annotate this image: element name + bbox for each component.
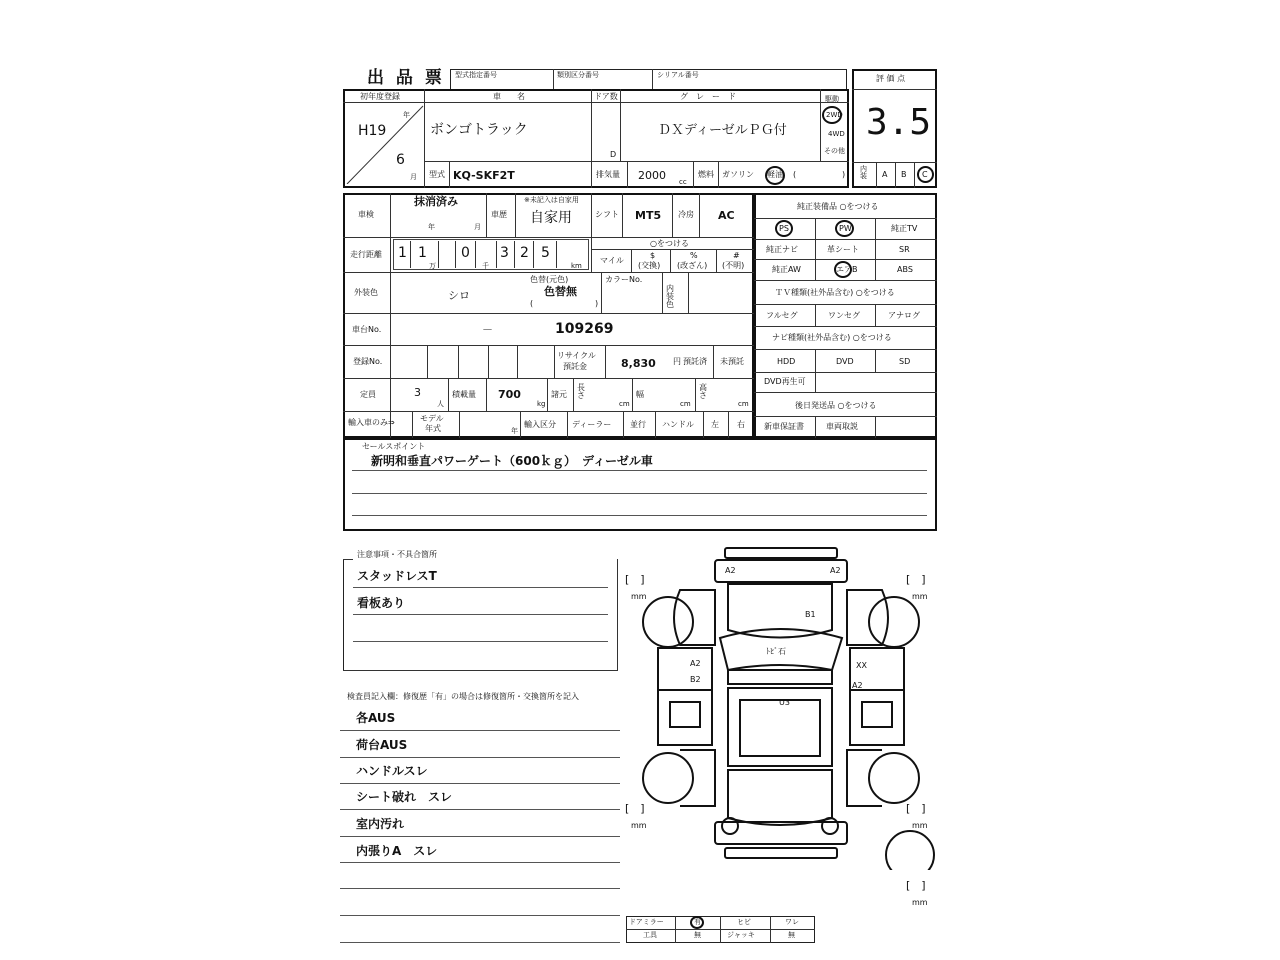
mark-right-xx: XX — [856, 661, 867, 670]
model-label: 型式 — [429, 170, 445, 179]
jack-label: ジャッキ — [727, 931, 755, 939]
score-label: 評 価 点 — [876, 74, 906, 83]
tire-front-left-mm: mm — [631, 592, 647, 601]
ac-value: AC — [718, 209, 735, 222]
later-manual: 車両取説 — [826, 422, 858, 431]
mirror-value: 有 — [694, 918, 701, 926]
mark-left-a2: A2 — [690, 659, 701, 668]
equip-ps-circle — [775, 220, 793, 237]
mirror-circle — [690, 916, 704, 929]
interior-color-label: 内装色 — [666, 284, 674, 309]
equip-pw-circle — [835, 220, 854, 237]
navi-dvd: DVD — [836, 357, 854, 366]
inspector-line-5: 室内汚れ — [356, 817, 405, 831]
exterior-color-label: 外装色 — [354, 288, 378, 297]
mileage-exchange-sym: $ — [650, 251, 656, 260]
height-label: 高さ — [699, 383, 707, 400]
navi-hdd: HDD — [777, 357, 796, 366]
tv-oneseg: ワンセグ — [828, 311, 860, 320]
jack-value: 無 — [788, 931, 795, 939]
tire-front-right-bracket: [ ] — [906, 573, 926, 586]
inspector-line-1: 各AUS — [356, 711, 396, 725]
fuel-diesel-circle — [765, 166, 785, 185]
class-label: 類別区分番号 — [557, 71, 599, 79]
handle-right: 右 — [737, 420, 745, 429]
first-reg-label: 初年度登録 — [360, 92, 400, 101]
mileage-digit-1: 1 — [398, 245, 407, 261]
mark-front-a2-right: A2 — [830, 566, 841, 575]
load-value: 700 — [498, 388, 521, 401]
hibi-label: ヒビ — [737, 918, 751, 926]
interior-a: A — [882, 170, 888, 179]
equip-pw: PW — [839, 224, 852, 233]
interior-label: 内装 — [860, 165, 867, 180]
ware-label: ワレ — [785, 918, 799, 926]
tire-rear-left-mm: mm — [631, 821, 647, 830]
tv-title: ＴＶ種類(社外品含む) ○をつける — [775, 288, 895, 297]
interior-b: B — [901, 170, 907, 179]
note-line-1: スタッドレスT — [357, 569, 437, 583]
sales-point-label: セールスポイント — [362, 442, 426, 451]
repaint-value: 色替無 — [544, 285, 577, 298]
later-warranty: 新車保証書 — [764, 422, 804, 431]
mileage-digit-4: 3 — [500, 245, 509, 261]
mileage-km: km — [571, 262, 582, 270]
chassis-dash: － — [482, 323, 493, 336]
tire-rear-left-bracket: [ ] — [625, 802, 645, 815]
equip-leather: 革シート — [827, 245, 859, 254]
grade-label: グ レ ー ド — [680, 92, 736, 101]
tire-rear-right-bracket: [ ] — [906, 802, 926, 815]
history-note: ※未記入は自家用 — [524, 196, 579, 204]
door-label: ドア数 — [594, 92, 618, 101]
serial-label: シリアル番号 — [657, 71, 699, 79]
equip-ps: PS — [779, 224, 789, 233]
tv-fullseg: フルセグ — [766, 311, 798, 320]
notes-label: 注意事項・不具合箇所 — [357, 550, 437, 559]
dims-label: 諸元 — [551, 390, 567, 399]
interior-c: C — [922, 170, 928, 179]
tire-front-right-mm: mm — [912, 592, 928, 601]
inspection-label: 車検 — [358, 210, 374, 219]
vehicle-name: ボンゴトラック — [430, 122, 528, 138]
interior-c-circle — [917, 166, 934, 183]
recycle-value: 8,830 — [621, 357, 656, 370]
mileage-sen: 千 — [482, 262, 489, 270]
sales-point-text: 新明和垂直パワーゲート（600ｋｇ） ディーゼル車 — [371, 454, 653, 468]
first-reg-diagonal — [345, 104, 425, 184]
shift-label: シフト — [595, 210, 619, 219]
details-block — [343, 193, 754, 438]
mark-front-a2-left: A2 — [725, 566, 736, 575]
mark-hood-b1: B1 — [805, 610, 816, 619]
inspector-line-3: ハンドルスレ — [356, 764, 428, 778]
mileage-exchange: (交換) — [638, 261, 661, 270]
capacity-label: 定員 — [360, 390, 376, 399]
mark-bed-u3: U3 — [779, 698, 790, 707]
sheet-title: 出 品 票 — [367, 68, 445, 88]
handle-left: 左 — [711, 420, 719, 429]
inspector-line-2: 荷台AUS — [356, 738, 408, 752]
mileage-label: 走行距離 — [350, 250, 382, 259]
height-cm: cm — [738, 400, 749, 408]
repaint-paren-open: ( — [530, 299, 534, 308]
mirror-label: ドアミラー — [629, 918, 664, 926]
shift-value: MT5 — [635, 209, 662, 222]
equip-airbag-circle — [834, 261, 852, 278]
load-label: 積載量 — [452, 390, 476, 399]
recycle-label-2: 預託金 — [563, 362, 587, 371]
chassis-label: 車台No. — [352, 325, 382, 334]
recycle-unit: 円 — [673, 357, 681, 366]
displacement-unit: cc — [679, 178, 687, 186]
fuel-paren-open: ( — [793, 170, 797, 179]
model-code-label: 型式指定番号 — [455, 71, 497, 79]
mileage-digit-2: 1 — [418, 245, 427, 261]
history-label: 車歴 — [491, 210, 507, 219]
model-year-label-1: モデル — [420, 414, 444, 423]
navi-sd: SD — [899, 357, 911, 366]
inspector-label: 検査員記入欄：修復歴「有」の場合は修復箇所・交換箇所を記入 — [347, 692, 579, 701]
import-parallel: 並行 — [630, 420, 646, 429]
length-cm: cm — [619, 400, 630, 408]
mark-right-a2: A2 — [852, 681, 863, 690]
chassis-number: 109269 — [555, 321, 614, 337]
equip-tv: 純正TV — [891, 224, 918, 233]
mileage-circle-note: ○をつける — [650, 239, 689, 248]
tools-label: 工具 — [643, 931, 657, 939]
recycle-not-deposited: 未預託 — [720, 357, 744, 366]
model-year-unit: 年 — [511, 427, 518, 435]
import-class-label: 輸入区分 — [524, 420, 556, 429]
mileage-man: 万 — [429, 262, 436, 270]
equip-airbag: エアB — [836, 265, 858, 274]
drive-label: 駆動 — [825, 95, 839, 103]
drive-2wd: 2WD — [826, 111, 843, 119]
drive-other: その他 — [824, 147, 845, 155]
history-value: 自家用 — [530, 210, 572, 226]
dvd-playback: DVD再生可 — [764, 377, 806, 386]
handle-label: ハンドル — [662, 420, 694, 429]
capacity-unit: 人 — [437, 400, 444, 408]
fuel-gasoline: ガソリン — [722, 170, 754, 179]
tv-analog: アナログ — [888, 311, 920, 320]
sales-point-box — [343, 438, 937, 531]
load-unit: kg — [537, 400, 546, 408]
mileage-digit-6: 5 — [541, 245, 550, 261]
score-value: 3.5 — [866, 102, 932, 143]
fuel-paren-close: ) — [842, 170, 846, 179]
note-line-2: 看板あり — [357, 596, 406, 610]
fuel-diesel: 軽油 — [767, 170, 783, 179]
tire-front-left-bracket: [ ] — [625, 573, 645, 586]
width-cm: cm — [680, 400, 691, 408]
drive-2wd-circle — [822, 106, 842, 124]
year-unit: 年 — [403, 111, 410, 119]
recycle-label-1: リサイクル — [557, 351, 596, 360]
mileage-digit-5: 2 — [520, 245, 529, 261]
mileage-unknown: (不明) — [722, 261, 745, 270]
fuel-label: 燃料 — [698, 170, 714, 179]
equip-abs: ABS — [897, 265, 913, 274]
first-reg-era: H19 — [358, 123, 387, 139]
grade-value: ＤＸディーゼルＰＧ付 — [658, 123, 787, 138]
length-label: 長さ — [577, 383, 585, 400]
tire-spare-bracket: [ ] — [906, 879, 926, 892]
drive-4wd: 4WD — [828, 130, 845, 138]
equip-aw: 純正AW — [772, 265, 801, 274]
mark-left-b2: B2 — [690, 675, 701, 684]
model-year-label-2: 年式 — [425, 424, 441, 433]
model-value: KQ-SKF2T — [453, 169, 515, 182]
tools-value: 無 — [694, 931, 701, 939]
inspection-value: 抹消済み — [414, 195, 458, 208]
inspection-year-unit: 年 — [428, 223, 435, 231]
tire-rear-right-mm: mm — [912, 821, 928, 830]
mileage-digit-3: 0 — [461, 245, 470, 261]
repaint-label: 色替(元色) — [530, 275, 569, 284]
displacement-label: 排気量 — [596, 170, 620, 179]
tire-spare-mm: mm — [912, 898, 928, 907]
capacity-value: 3 — [414, 386, 421, 399]
width-label: 幅 — [636, 390, 644, 399]
mileage-tamper: (改ざん) — [677, 261, 708, 270]
mileage-mile: マイル — [600, 256, 624, 265]
door-unit: D — [610, 150, 617, 159]
repaint-paren-close: ) — [595, 299, 599, 308]
import-dealer: ディーラー — [572, 420, 612, 429]
name-label: 車 名 — [493, 92, 525, 101]
recycle-deposited: 預託済 — [683, 357, 707, 366]
inspection-month-unit: 月 — [474, 223, 481, 231]
inspector-line-4: シート破れ スレ — [356, 790, 453, 804]
later-title: 後日発送品 ○をつける — [795, 401, 877, 410]
month-unit: 月 — [410, 173, 417, 181]
mileage-unknown-sym: # — [733, 251, 740, 260]
import-label: 輸入車のみ⇒ — [348, 418, 395, 427]
displacement-value: 2000 — [638, 169, 666, 182]
equipment-title: 純正装備品 ○をつける — [797, 202, 879, 211]
ac-label: 冷房 — [678, 210, 694, 219]
exterior-color: シロ — [448, 289, 470, 302]
mileage-tamper-sym: % — [690, 251, 698, 260]
registration-label: 登録No. — [353, 357, 383, 366]
equip-sr: SR — [899, 245, 910, 254]
first-reg-month: 6 — [396, 152, 405, 168]
equip-navi: 純正ナビ — [766, 245, 798, 254]
inspector-line-6: 内張りA スレ — [356, 844, 438, 858]
color-no-label: カラーNo. — [605, 275, 643, 284]
navi-title: ナビ種類(社外品含む) ○をつける — [772, 333, 892, 342]
mark-glass-chip: ﾄﾋﾞ石 — [766, 647, 786, 656]
header-codes — [450, 69, 847, 90]
